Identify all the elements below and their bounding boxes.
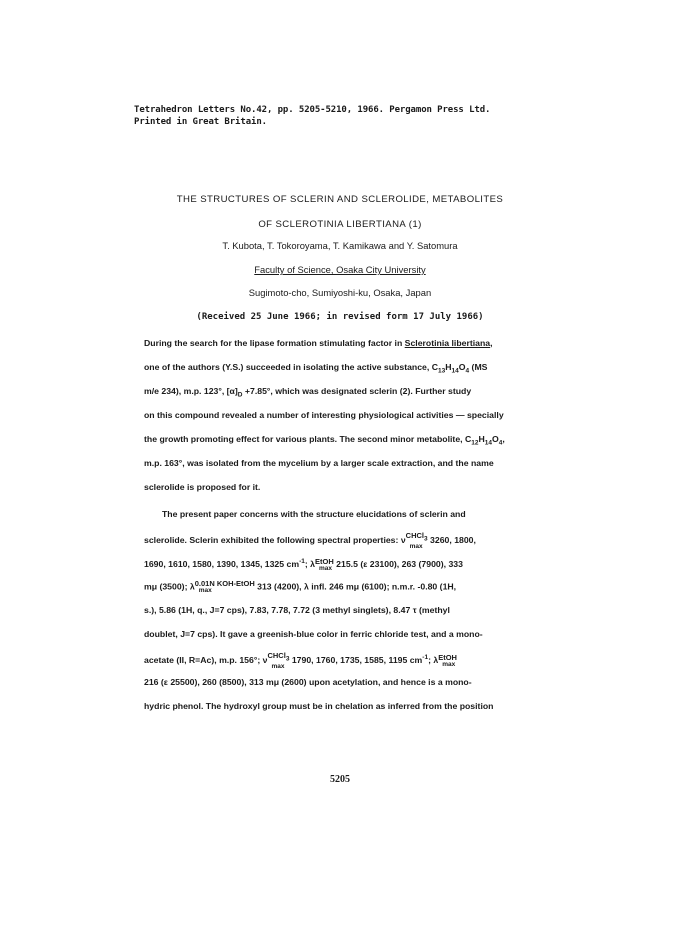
body-line: m.p. 163°, was isolated from the mycelium by a larger scale extraction, and the name bbox=[144, 458, 494, 468]
header-citation: Tetrahedron Letters No.42, pp. 5205-5210, 1966. Pergamon Press Ltd. bbox=[134, 105, 491, 115]
spectral-subscript: EtOH max bbox=[438, 652, 457, 668]
body-line: m/e 234), m.p. 123°, $[\alpha]_D +7.85^\circ$, which was designated sclerin (2). Further study bbox=[144, 386, 472, 399]
body-line: the growth promoting effect for various plants. The second minor metabolite, $C_{12}H_{14}O_4$, bbox=[144, 434, 505, 447]
body-line: 1690, 1610, 1580, 1390, 1345, 1325 $cm^{-1}$; λ EtOH max 215.5 (ε 23100), 263 (7900), 333 bbox=[144, 556, 463, 572]
page-number: 5205 bbox=[330, 774, 350, 785]
header-printed: Printed in Great Britain. bbox=[134, 117, 267, 127]
body-line: hydric phenol. The hydroxyl group must be in chelation as inferred from the position bbox=[144, 701, 494, 711]
body-line: s.), 5.86 (1H, q., J=7 cps), 7.83, 7.78, 7.72 (3 methyl singlets), 8.47 τ (methyl bbox=[144, 605, 450, 615]
body-line: mμ (3500); λ 0.01N KOH-EtOH max 313 (4200), λ infl. 246 mμ (6100); n.m.r. -0.80 (1H, bbox=[144, 579, 457, 594]
article-title-line-1: THE STRUCTURES OF SCLERIN AND SCLEROLIDE, METABOLITES bbox=[176, 194, 504, 205]
article-title-line-2: OF SCLEROTINIA LIBERTIANA (1) bbox=[258, 219, 422, 230]
address: Sugimoto-cho, Sumiyoshi-ku, Osaka, Japan bbox=[248, 287, 432, 298]
body-line: 216 (ε 25500), 260 (8500), 313 mμ (2600) upon acetylation, and hence is a mono- bbox=[144, 677, 472, 687]
body-line: During the search for the lipase formation stimulating factor in Sclerotinia libertiana, bbox=[144, 338, 493, 348]
spectral-subscript: 0.01N KOH-EtOH max bbox=[194, 579, 255, 594]
received-dates: (Received 25 June 1966; in revised form 17 July 1966) bbox=[196, 312, 484, 322]
author-list: T. Kubota, T. Tokoroyama, T. Kamikawa and Y. Satomura bbox=[222, 240, 458, 251]
body-line: on this compound revealed a number of interesting physiological activities — specially bbox=[144, 410, 504, 420]
body-line: sclerolide is proposed for it. bbox=[144, 482, 261, 492]
body-line: The present paper concerns with the structure elucidations of sclerin and bbox=[162, 509, 466, 519]
spectral-subscript: EtOH max bbox=[315, 556, 334, 572]
spectral-subscript: CHCl$_3$ max bbox=[405, 531, 428, 550]
body-line: acetate (II, R=Ac), m.p. 156°; ν CHCl$_3$ max 1790, 1760, 1735, 1585, 1195 $cm^{-1}$; λ EtOH max bbox=[144, 651, 457, 670]
body-line: one of the authors (Y.S.) succeeded in isolating the active substance, $C_{13}H_{14}O_4$ (MS bbox=[144, 362, 488, 375]
species-name: Sclerotinia libertiana bbox=[404, 338, 491, 348]
affiliation: Faculty of Science, Osaka City University bbox=[254, 264, 426, 275]
spectral-subscript: CHCl$_3$ max bbox=[267, 651, 290, 670]
body-line: sclerolide. Sclerin exhibited the following spectral properties: ν CHCl$_3$ max 3260, 1800, bbox=[144, 531, 476, 550]
journal-header bbox=[134, 104, 490, 128]
body-line: doublet, J=7 cps). It gave a greenish-blue color in ferric chloride test, and a mono- bbox=[144, 629, 483, 639]
